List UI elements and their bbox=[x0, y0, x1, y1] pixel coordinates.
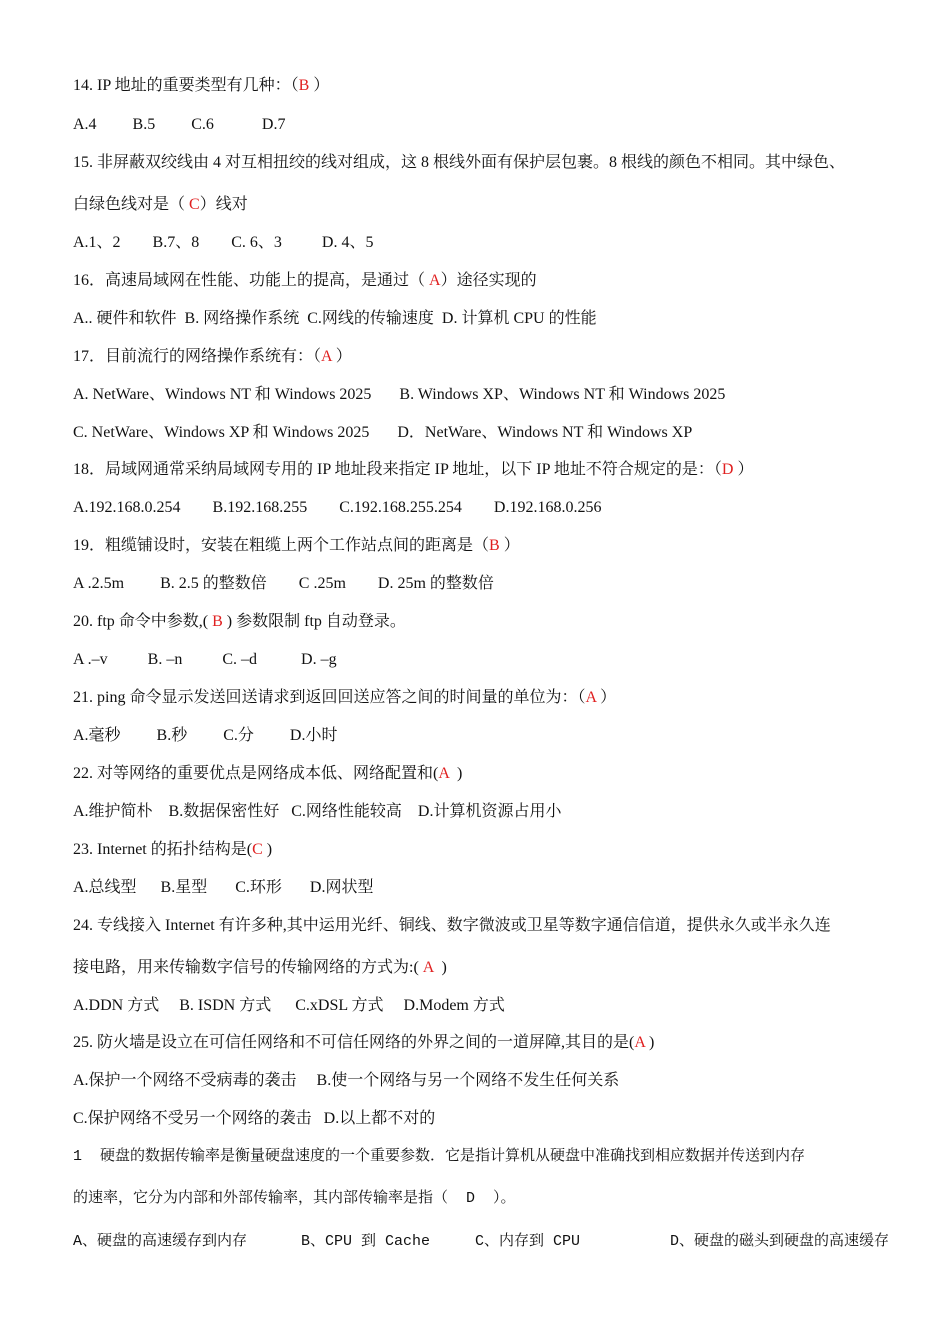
q20-stem bbox=[73, 612, 406, 632]
stem-text: 22. 对等网络的重要优点是网络成本低、网络配置和( bbox=[73, 765, 439, 782]
answer-mark: C bbox=[252, 841, 263, 858]
q23-stem bbox=[73, 840, 272, 860]
answer-mark: A bbox=[429, 272, 441, 289]
answer-mark: B bbox=[489, 537, 500, 554]
q18-stem bbox=[73, 460, 753, 480]
q25-options-1: A.保护一个网络不受病毒的袭击 B.使一个网络与另一个网络不发生任何关系 bbox=[73, 1072, 620, 1089]
stem-text: ) bbox=[449, 765, 463, 782]
stem-text: 17．目前流行的网络操作系统有：（ bbox=[73, 348, 322, 365]
stem-text: 白绿色线对是（ bbox=[73, 196, 190, 213]
q15-stem-line1: 15. 非屏蔽双绞线由 4 对互相扭绞的线对组成，这 8 根线外面有保护层包裹。8 根线的颜色不相同。其中绿色、 bbox=[73, 154, 846, 171]
q17-options-2: C. NetWare、Windows XP 和 Windows 2025 D．NetWare、Windows NT 和 Windows XP bbox=[73, 424, 693, 441]
stem-text: ) bbox=[262, 841, 273, 858]
q21-stem bbox=[73, 688, 616, 708]
answer-mark: C bbox=[189, 196, 200, 213]
q19-stem bbox=[73, 536, 520, 556]
answer-mark: D bbox=[721, 461, 734, 478]
q14-stem bbox=[73, 76, 329, 96]
stem-text: 16．高速局域网在性能、功能上的提高，是通过（ bbox=[73, 272, 430, 289]
stem-text: 20. ftp 命令中参数,( bbox=[73, 613, 213, 630]
answer-mark: A bbox=[585, 689, 597, 706]
q25-options-2: C.保护网络不受另一个网络的袭击 D.以上都不对的 bbox=[73, 1110, 436, 1127]
q15-stem-line2 bbox=[73, 195, 248, 215]
stem-text: 19．粗缆铺设时，安装在粗缆上两个工作站点间的距离是（ bbox=[73, 537, 490, 554]
q20-options: A .–v B. –n C. –d D. –g bbox=[73, 651, 337, 668]
answer-mark: A bbox=[422, 959, 434, 976]
q21-options: A.毫秒 B.秒 C.分 D.小时 bbox=[73, 727, 338, 744]
answer-mark: A bbox=[634, 1034, 646, 1051]
q18-options: A.192.168.0.254 B.192.168.255 C.192.168.255.254 D.192.168.0.256 bbox=[73, 499, 602, 516]
q15-options: A.1、2 B.7、8 C. 6、3 D. 4、5 bbox=[73, 234, 374, 251]
q16-options: A.. 硬件和软件 B. 网络操作系统 C.网线的传输速度 D. 计算机 CPU 的性能 bbox=[73, 310, 597, 327]
stem-text: ）途径实现的 bbox=[440, 272, 537, 289]
q17-stem bbox=[73, 347, 352, 367]
stem-text: ) bbox=[645, 1034, 655, 1051]
q1-stem-line1: 1 硬盘的数据传输率是衡量硬盘速度的一个重要参数．它是指计算机从硬盘中准确找到相应数据并传送到内存 bbox=[73, 1148, 806, 1165]
q24-stem-line1: 24. 专线接入 Internet 有许多种,其中运用光纤、铜线、数字微波或卫星等数字通信信道，提供永久或半永久连 bbox=[73, 917, 831, 934]
q22-options: A.维护简朴 B.数据保密性好 C.网络性能较高 D.计算机资源占用小 bbox=[73, 803, 562, 820]
q1-options: A、硬盘的高速缓存到内存 B、CPU 到 Cache C、内存到 CPU D、硬盘的磁头到硬盘的高速缓存 bbox=[73, 1233, 890, 1250]
stem-text: ) bbox=[433, 959, 447, 976]
q17-options-1: A. NetWare、Windows NT 和 Windows 2025 B. Windows XP、Windows NT 和 Windows 2025 bbox=[73, 386, 726, 403]
q24-stem-line2 bbox=[73, 958, 447, 978]
stem-text: ） bbox=[596, 689, 617, 706]
stem-text: 接电路，用来传输数字信号的传输网络的方式为:( bbox=[73, 959, 423, 976]
answer-mark: A bbox=[321, 348, 332, 365]
stem-text: ） bbox=[309, 77, 330, 94]
q24-options: A.DDN 方式 B. ISDN 方式 C.xDSL 方式 D.Modem 方式 bbox=[73, 997, 505, 1014]
q16-stem bbox=[73, 271, 537, 291]
stem-text: ） bbox=[499, 537, 520, 554]
q14-options: A.4 B.5 C.6 D.7 bbox=[73, 116, 286, 133]
q23-options: A.总线型 B.星型 C.环形 D.网状型 bbox=[73, 879, 374, 896]
stem-text: ） bbox=[733, 461, 754, 478]
answer-mark: B bbox=[298, 77, 310, 94]
stem-text: 25. 防火墙是设立在可信任网络和不可信任网络的外界之间的一道屏障,其目的是( bbox=[73, 1034, 635, 1051]
q25-stem bbox=[73, 1033, 654, 1053]
stem-text: ） bbox=[331, 348, 352, 365]
stem-text: 18．局域网通常采纳局域网专用的 IP 地址段来指定 IP 地址，以下 IP 地址不符合规定的是：（ bbox=[73, 461, 722, 478]
answer-mark: B bbox=[212, 613, 223, 630]
answer-mark: A bbox=[438, 765, 450, 782]
stem-text: 23. Internet 的拓扑结构是( bbox=[73, 841, 253, 858]
stem-text: ) 参数限制 ftp 自动登录。 bbox=[222, 613, 406, 630]
q19-options: A .2.5m B. 2.5 的整数倍 C .25m D. 25m 的整数倍 bbox=[73, 575, 494, 592]
stem-text: 14. IP 地址的重要类型有几种：（ bbox=[73, 77, 299, 94]
stem-text: ）线对 bbox=[199, 196, 248, 213]
q1-stem-line2: 的速率，它分为内部和外部传输率，其内部传输率是指（ D ）。 bbox=[73, 1190, 516, 1207]
stem-text: 21. ping 命令显示发送回送请求到返回回送应答之间的时间量的单位为：（ bbox=[73, 689, 586, 706]
q22-stem bbox=[73, 764, 462, 784]
